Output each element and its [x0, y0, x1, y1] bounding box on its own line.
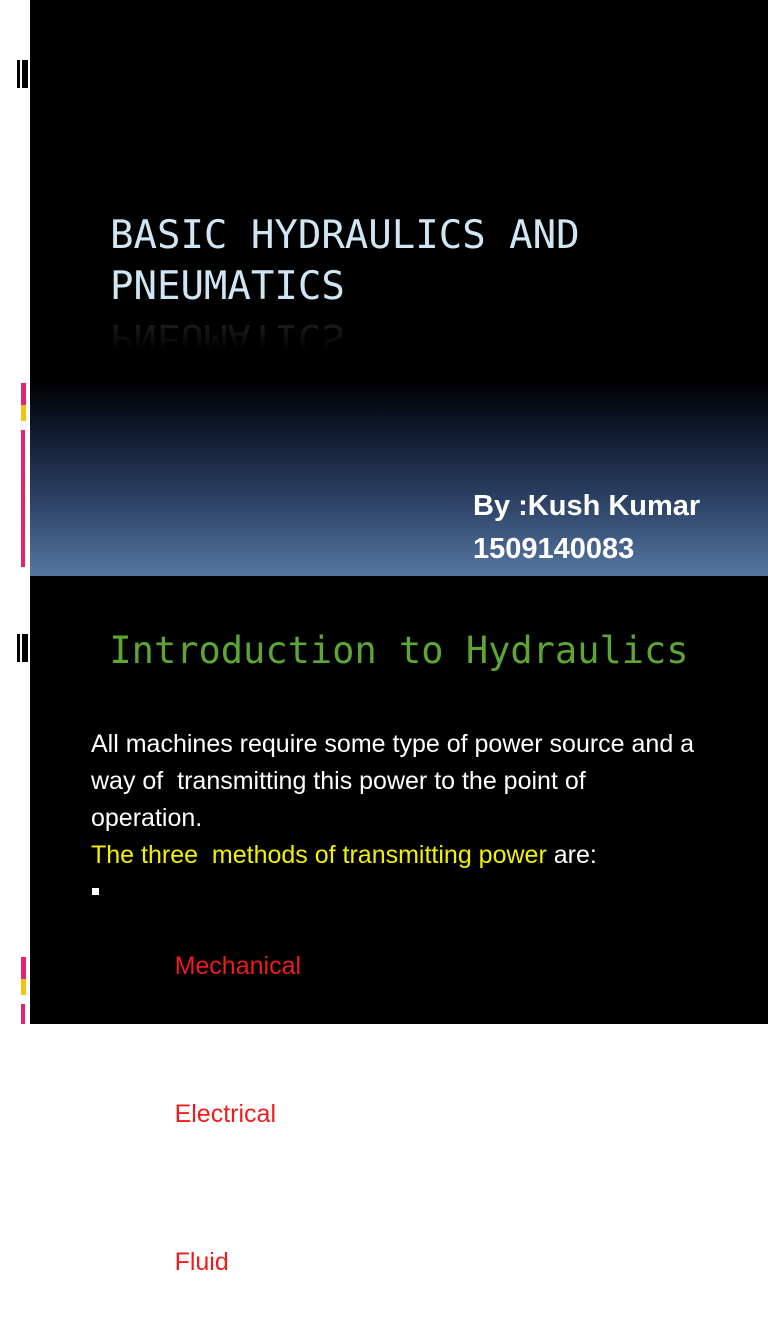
slide-body	[91, 726, 694, 1318]
author-block	[473, 485, 700, 571]
slide-edge-bar	[17, 634, 20, 662]
methods-intro	[91, 837, 694, 874]
list-item-label: Fluid	[174, 1248, 229, 1276]
square-bullet-icon	[92, 1184, 99, 1191]
slide-edge-accent-pink	[21, 383, 26, 405]
paragraph-line: All machines require some type of power source and a	[91, 730, 695, 758]
square-bullet-icon	[92, 1036, 99, 1043]
slide-edge-accent-yellow	[21, 979, 26, 995]
square-bullet-icon	[92, 888, 99, 895]
slide-edge-accent-pink	[21, 430, 25, 567]
methods-intro-suffix: are:	[546, 841, 597, 869]
slide-edge-bar	[22, 60, 28, 88]
roll-number: 1509140083	[473, 533, 635, 565]
slide-1-title-slide	[30, 0, 768, 576]
slide-edge-bar	[17, 60, 20, 88]
slide-edge-accent-pink	[21, 1004, 25, 1024]
slide-title: BASIC HYDRAULICS AND PNEUMATICS	[110, 213, 580, 309]
slide-edge-accent-pink	[21, 957, 26, 979]
list-item-label: Mechanical	[174, 952, 302, 980]
list-item-label: Electrical	[174, 1100, 276, 1128]
slide-edge-accent-yellow	[21, 405, 26, 421]
slide-edge-bar	[22, 634, 28, 662]
paragraph-line: way of transmitting this power to the point of	[91, 767, 586, 795]
intro-paragraph	[91, 726, 694, 837]
list-item	[91, 1022, 694, 1170]
slide-title: Introduction to Hydraulics	[109, 629, 689, 672]
author-name: By :Kush Kumar	[473, 490, 701, 522]
page-left-margin	[0, 0, 30, 1024]
slide-2-introduction	[30, 576, 768, 1276]
methods-list	[91, 874, 694, 1318]
methods-intro-highlight: The three methods of transmitting power	[91, 841, 547, 869]
list-item	[91, 1170, 694, 1318]
paragraph-line: operation.	[91, 804, 203, 832]
list-item	[91, 874, 694, 1022]
